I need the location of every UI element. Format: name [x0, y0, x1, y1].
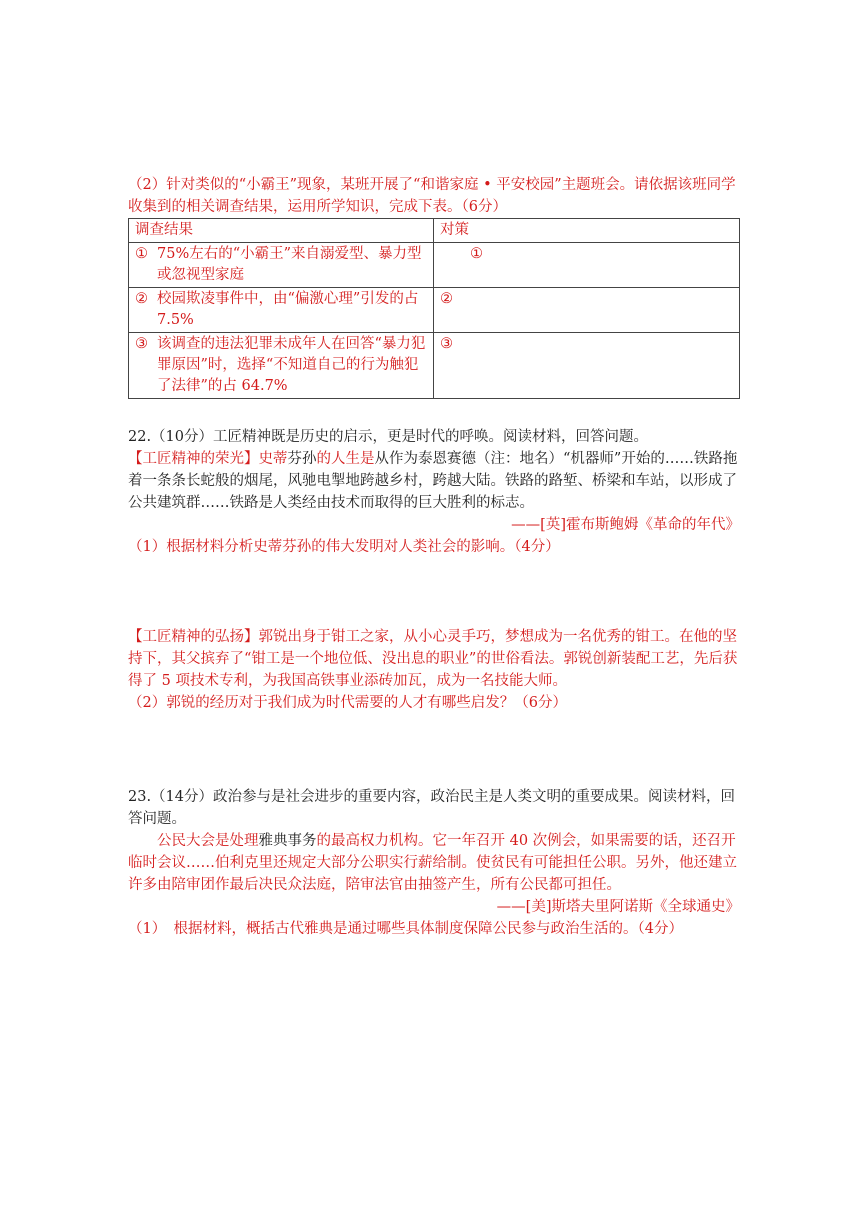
q23-material: 公民大会是处理雅典事务的最高权力机构。它一年召开 40 次例会，如果需要的话，还召开临时会议……伯利克里还规定大部分公职实行薪给制。使贫民有可能担任公职。另外，他还建立许多由陪审团作最后决民众法庭，陪审法官由抽签产生，所有公民都可担任。 — [128, 833, 737, 893]
q23-stem: 23.（14分）政治参与是社会进步的重要内容，政治民主是人类文明的重要成果。阅读材料，回答问题。 — [128, 789, 736, 827]
table-row — [129, 243, 740, 288]
q22-material2: 【工匠精神的弘扬】郭锐出身于钳工之家，从小心灵手巧，梦想成为一名优秀的钳工。在他的坚持下，其父摈弃了“钳工是一个地位低、没出息的职业”的世俗看法。郭锐创新装配工艺，先后获得了 5 项技术专利，为我国高铁事业添砖加瓦，成为一名技能大师。 — [128, 629, 738, 689]
survey-table — [128, 218, 740, 399]
survey-result: 75%左右的“小霸王”来自溺爱型、暴力型或忽视型家庭 — [157, 246, 422, 283]
survey-result: 校园欺凌事件中，由“偏激心理”引发的占 7.5% — [157, 291, 419, 328]
q23-question1: （1） 根据材料，概括古代雅典是通过哪些具体制度保障公民参与政治生活的。（4分） — [128, 921, 683, 937]
q22-question2: （2）郭锐的经历对于我们成为时代需要的人才有哪些启发？（6分） — [128, 695, 567, 711]
q22-material1: 【工匠精神的荣光】史蒂芬孙的人生是从作为泰恩赛德（注：地名）“机器师”开始的……铁路拖着一条条长蛇般的烟尾，风驰电掣地跨越乡村，跨越大陆。铁路的路堑、桥梁和车站，以形成了公共建筑群……铁路是人类经由技术而取得的巨大胜利的标志。 — [128, 451, 738, 511]
survey-result: 该调查的违法犯罪未成年人在回答“暴力犯罪原因”时，选择“不知道自己的行为触犯了法律”的占 64.7% — [157, 336, 426, 394]
row-number: ③ — [135, 336, 148, 352]
strategy-blank[interactable]: ③ — [440, 336, 453, 352]
row-number: ① — [135, 246, 148, 262]
q22-question1: （1）根据材料分析史蒂芬孙的伟大发明对人类社会的影响。（4分） — [128, 539, 560, 555]
table-header-result: 调查结果 — [129, 219, 434, 243]
strategy-blank[interactable]: ② — [440, 291, 453, 307]
q23-source: ——[美]斯塔夫里阿诺斯《全球通史》 — [496, 899, 740, 915]
strategy-blank[interactable]: ① — [470, 246, 483, 262]
q21-part2-prompt: （2）针对类似的“小霸王”现象，某班开展了“和谐家庭 • 平安校园”主题班会。请依据该班同学收集到的相关调查结果，运用所学知识，完成下表。（6分） — [128, 177, 736, 215]
q22-source1: ——[英]霍布斯鲍姆《革命的年代》 — [511, 517, 740, 533]
table-header-strategy: 对策 — [434, 219, 740, 243]
q22-stem: 22.（10分）工匠精神既是历史的启示，更是时代的呼唤。阅读材料，回答问题。 — [128, 429, 649, 445]
table-row — [129, 333, 740, 399]
table-header-row — [129, 219, 740, 243]
table-row — [129, 288, 740, 333]
row-number: ② — [135, 291, 148, 307]
